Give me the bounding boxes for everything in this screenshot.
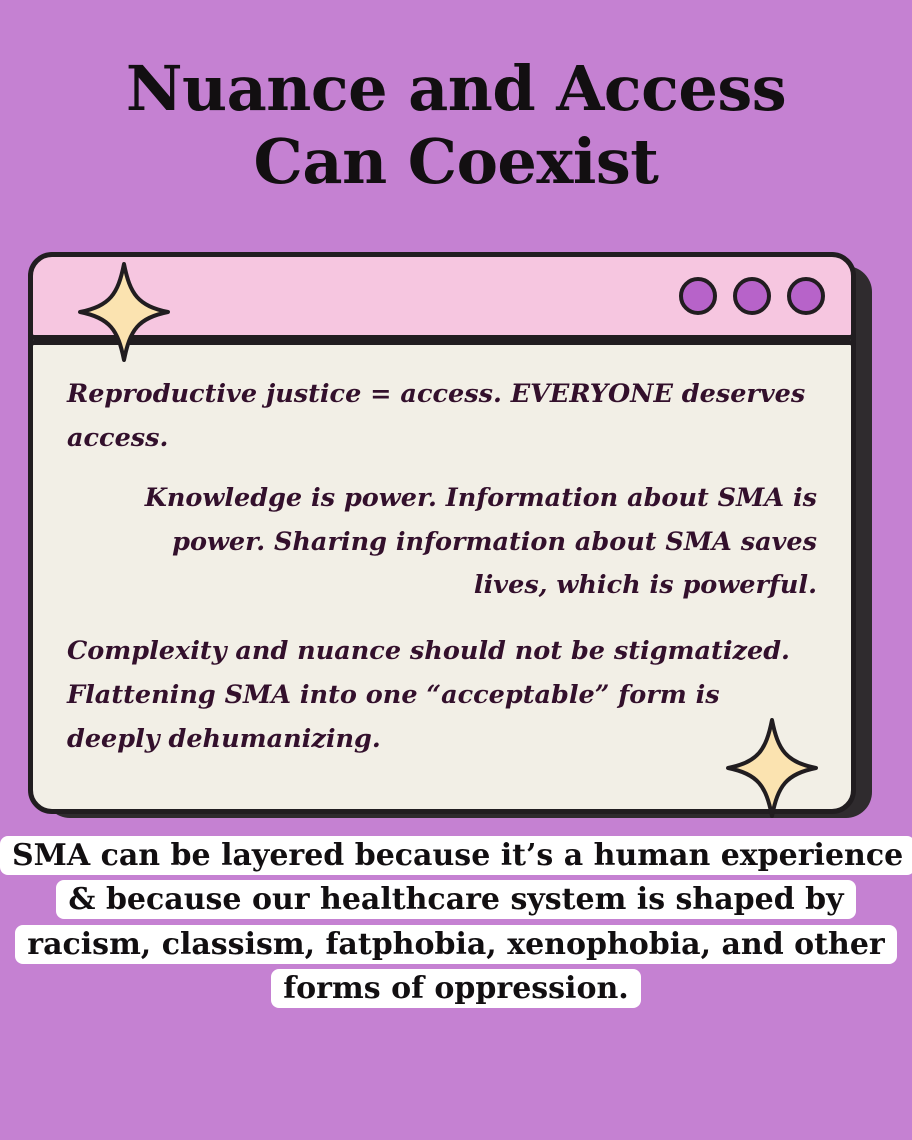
window-dot-2-icon[interactable] [733,277,771,315]
browser-window-mockup [28,252,856,804]
page-title [0,52,912,198]
page-title-line-2: Can Coexist [253,125,659,199]
paragraph-access: Reproductive justice = access. EVERYONE deserves access. [67,379,806,453]
bottom-caption [0,834,912,1012]
window-dot-1-icon[interactable] [679,277,717,315]
window-titlebar [28,252,856,340]
paragraph-knowledge: Knowledge is power. Information about SMA is power. Sharing information about SMA saves lives, which is powerful. [144,482,817,601]
window-controls [679,277,825,315]
bottom-caption-text: SMA can be layered because it’s a human experience & because our healthcare system is shaped by racism, classism, fatphobia, xenophobia, and other forms of oppression. [0,836,912,1008]
paragraph-complexity: Complexity and nuance should not be stigmatized. Flattening SMA into one “acceptable” form is deeply dehumanizing. [67,636,790,755]
page-title-line-1: Nuance and Access [125,52,787,125]
window-dot-3-icon[interactable] [787,277,825,315]
window-content [28,340,856,814]
